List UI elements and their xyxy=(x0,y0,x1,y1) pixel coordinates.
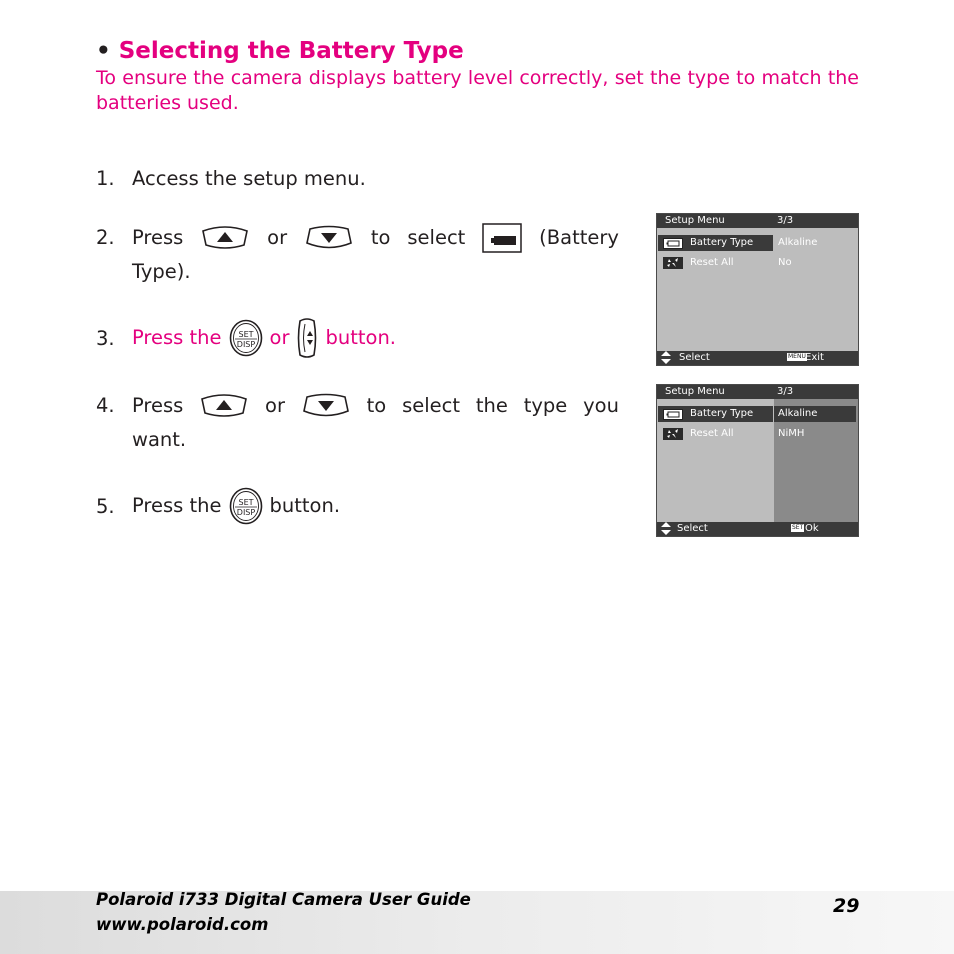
step-2-or: or xyxy=(267,226,288,249)
set-key-badge: SET xyxy=(792,524,804,531)
step-3-press: Press the xyxy=(132,326,222,349)
step-2-battery: (Battery xyxy=(539,226,619,249)
step-2-press: Press xyxy=(132,226,184,249)
step-4-want: want. xyxy=(132,428,187,451)
reset-icon xyxy=(663,428,683,440)
step-5-line xyxy=(132,486,347,526)
step-3-line xyxy=(132,318,403,358)
step-2-to: to xyxy=(370,226,391,249)
camera-screen-2 xyxy=(656,384,859,537)
menu-row-reset-all[interactable] xyxy=(657,255,858,271)
bottom-select: Select xyxy=(677,523,708,534)
svg-text:DISP: DISP xyxy=(236,508,255,517)
heading-bullet: • xyxy=(96,38,111,64)
screen-title: Setup Menu xyxy=(665,215,725,226)
step-5-number: 5. xyxy=(96,495,115,518)
step-4-press: Press xyxy=(132,394,184,417)
row-label: Reset All xyxy=(690,257,734,268)
set-disp-button-icon xyxy=(229,319,263,357)
screen-title-bar xyxy=(657,385,858,399)
row-value: No xyxy=(778,257,792,268)
step-4-to: to xyxy=(366,394,387,417)
step-4-you: you xyxy=(583,394,619,417)
option-nimh[interactable]: NiMH xyxy=(778,428,805,439)
heading-title: Selecting the Battery Type xyxy=(118,38,464,64)
row-label: Reset All xyxy=(690,428,734,439)
screen-title-bar xyxy=(657,214,858,228)
step-5-button: button. xyxy=(269,494,341,517)
step-3-or: or xyxy=(269,326,290,349)
intro-text: To ensure the camera displays battery level correctly, set the type to match the batteries used. xyxy=(96,67,859,114)
svg-text:SET: SET xyxy=(238,498,254,507)
down-arrow-button-icon xyxy=(301,393,351,419)
footer-url[interactable]: www.polaroid.com xyxy=(96,915,269,934)
reset-icon xyxy=(663,257,683,269)
step-4-the: the xyxy=(475,394,508,417)
bottom-select: Select xyxy=(679,352,710,363)
menu-key-badge: MENU xyxy=(788,353,806,360)
up-down-indicator-icon xyxy=(661,522,671,535)
option-alkaline[interactable]: Alkaline xyxy=(778,408,818,419)
step-3-button: button. xyxy=(325,326,397,349)
set-disp-button-icon xyxy=(229,487,263,525)
step-4-number: 4. xyxy=(96,394,115,417)
up-down-rocker-icon xyxy=(296,317,318,359)
step-1-text: Access the setup menu. xyxy=(132,167,366,190)
row-label: Battery Type xyxy=(690,408,754,419)
step-2-line xyxy=(132,219,619,257)
footer-guide-title: Polaroid i733 Digital Camera User Guide xyxy=(96,890,471,909)
screen-title: Setup Menu xyxy=(665,386,725,397)
step-3-number: 3. xyxy=(96,327,115,350)
menu-row-battery-type[interactable] xyxy=(657,406,858,422)
battery-icon xyxy=(663,409,683,420)
section-heading xyxy=(96,38,464,64)
menu-row-reset-all[interactable] xyxy=(657,426,858,442)
step-2-select: select xyxy=(407,226,466,249)
row-value: Alkaline xyxy=(778,237,818,248)
step-2-type: Type). xyxy=(132,260,191,283)
down-arrow-button-icon xyxy=(304,225,354,251)
menu-row-battery-type[interactable] xyxy=(657,235,858,251)
screen-bottom-bar xyxy=(657,522,858,536)
step-5-press: Press the xyxy=(132,494,222,517)
bottom-ok: Ok xyxy=(805,523,819,534)
step-number: 1. xyxy=(96,167,115,190)
up-arrow-button-icon xyxy=(199,393,249,419)
svg-text:DISP: DISP xyxy=(236,340,255,349)
screen-page: 3/3 xyxy=(777,215,794,226)
step-4-line xyxy=(132,387,619,425)
up-down-indicator-icon xyxy=(661,351,671,364)
step-2-number: 2. xyxy=(96,226,115,249)
up-arrow-button-icon xyxy=(200,225,250,251)
step-1 xyxy=(0,162,115,196)
page-number: 29 xyxy=(833,895,860,917)
step-4-type: type xyxy=(523,394,568,417)
step-4-or: or xyxy=(265,394,285,417)
row-label: Battery Type xyxy=(690,237,754,248)
screen-bottom-bar xyxy=(657,351,858,365)
step-4-select: select xyxy=(402,394,461,417)
screen-page: 3/3 xyxy=(777,386,794,397)
svg-text:SET: SET xyxy=(238,330,254,339)
battery-icon xyxy=(482,223,522,253)
camera-screen-1 xyxy=(656,213,859,366)
bottom-exit: Exit xyxy=(805,352,824,363)
battery-icon xyxy=(663,238,683,249)
